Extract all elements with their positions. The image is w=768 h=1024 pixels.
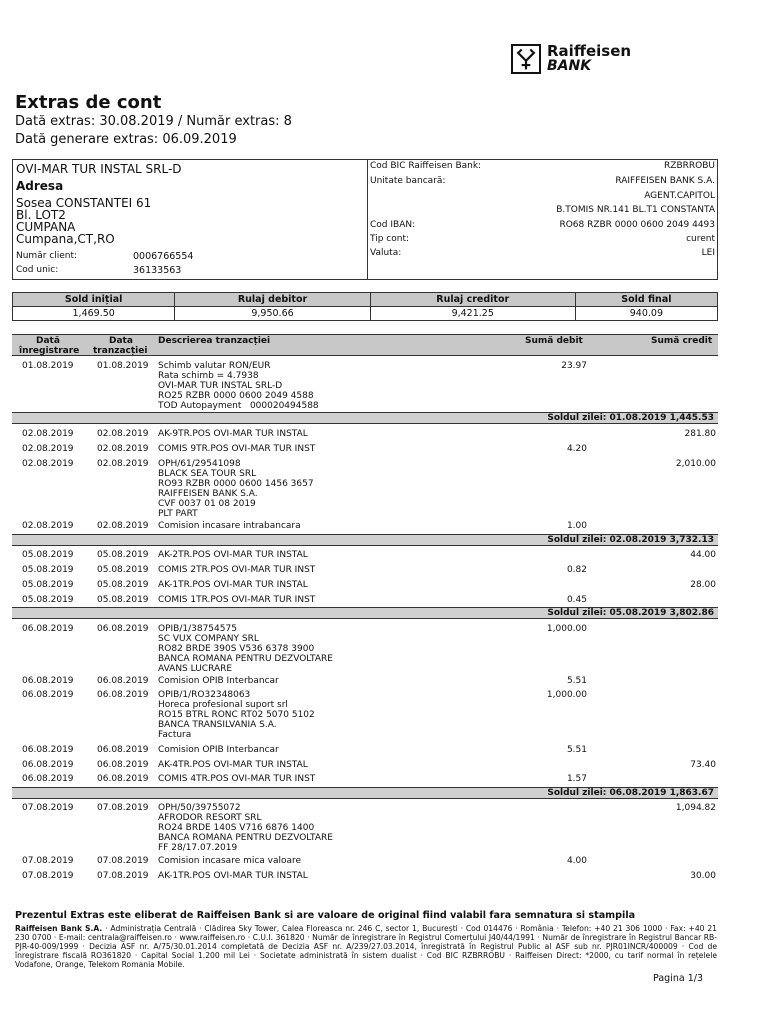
row-debit: 1,000.00 [546, 690, 587, 700]
account-type-value: curent [686, 234, 715, 244]
row-debit: 4.00 [566, 856, 587, 866]
col-date-reg: înregistrare [19, 346, 80, 356]
unit-value: RAIFFEISEN BANK S.A. [615, 176, 715, 186]
row-date-reg: 06.08.2019 [22, 760, 74, 770]
account-type-label: Tip cont: [370, 234, 410, 244]
row-date-reg: 07.08.2019 [22, 871, 74, 881]
row-date-tx: 02.08.2019 [97, 459, 149, 469]
row-date-reg: 01.08.2019 [22, 361, 74, 371]
col-description: Descrierea tranzacției [158, 336, 271, 346]
row-date-reg: 05.08.2019 [22, 565, 74, 575]
bic-label: Cod BIC Raiffeisen Bank: [370, 161, 482, 171]
row-debit: 1.57 [566, 774, 587, 784]
col-credit: Sumă credit [651, 336, 713, 346]
row-date-reg: 06.08.2019 [22, 624, 74, 634]
row-description: OPIB/1/RO32348063 Horeca profesional suport srl RO15 BTRL RONC RT02 5070 5102 BANCA TRANSILVANIA S.A. Factura [158, 690, 315, 740]
summary-header: Rulaj creditor [370, 293, 575, 307]
row-date-reg: 07.08.2019 [22, 856, 74, 866]
row-debit: 23.97 [561, 361, 587, 371]
brand-sub: BANK [547, 58, 592, 74]
row-credit: 28.00 [690, 580, 716, 590]
summary-header: Sold inițial [13, 293, 175, 307]
unit-value: AGENT.CAPITOL [644, 191, 715, 201]
transactions-header [12, 334, 718, 356]
row-date-reg: 06.08.2019 [22, 745, 74, 755]
raiffeisen-logo [511, 44, 636, 78]
row-credit: 30.00 [690, 871, 716, 881]
row-description: AK-1TR.POS OVI-MAR TUR INSTAL [158, 580, 308, 590]
row-date-reg: 05.08.2019 [22, 595, 74, 605]
row-description: Comision incasare intrabancara [158, 521, 301, 531]
row-date-tx: 06.08.2019 [97, 676, 149, 686]
footer-company: Raiffeisen Bank S.A. [15, 924, 103, 933]
row-date-tx: 06.08.2019 [97, 760, 149, 770]
row-date-tx: 06.08.2019 [97, 745, 149, 755]
row-date-reg: 05.08.2019 [22, 580, 74, 590]
row-date-reg: 02.08.2019 [22, 444, 74, 454]
address-line: CUMPANA [16, 220, 76, 234]
row-description: Comision OPIB Interbancar [158, 745, 279, 755]
balance-summary-table [12, 292, 718, 321]
page-title: Extras de cont [15, 92, 162, 113]
daily-balance: Soldul zilei: 06.08.2019 1,863.67 [12, 787, 718, 799]
row-debit: 1,000.00 [546, 624, 587, 634]
row-date-tx: 02.08.2019 [97, 429, 149, 439]
daily-balance: Soldul zilei: 05.08.2019 3,802.86 [12, 607, 718, 619]
row-date-reg: 06.08.2019 [22, 676, 74, 686]
row-description: COMIS 1TR.POS OVI-MAR TUR INST [158, 595, 316, 605]
summary-header: Rulaj debitor [175, 293, 370, 307]
row-description: COMIS 4TR.POS OVI-MAR TUR INST [158, 774, 316, 784]
row-credit: 1,094.82 [675, 803, 716, 813]
row-date-tx: 06.08.2019 [97, 690, 149, 700]
row-description: AK-2TR.POS OVI-MAR TUR INSTAL [158, 550, 308, 560]
row-description: Comision incasare mica valoare [158, 856, 302, 866]
row-debit: 5.51 [566, 745, 587, 755]
address-label: Adresa [16, 179, 64, 193]
row-description: OPH/61/29541098 BLACK SEA TOUR SRL RO93 RZBR 0000 0600 1456 3657 RAIFFEISEN BANK S.A. CVF 0037 01 08 2019 PLT PART [158, 459, 314, 519]
iban-value: RO68 RZBR 0000 0600 2049 4493 [559, 220, 715, 230]
currency-label: Valuta: [370, 248, 402, 258]
currency-value: LEI [701, 248, 715, 258]
row-credit: 44.00 [690, 550, 716, 560]
client-no-label: Număr client: [16, 251, 78, 261]
address-line: Bl. LOT2 [16, 208, 66, 222]
row-date-tx: 05.08.2019 [97, 580, 149, 590]
row-credit: 281.80 [684, 429, 716, 439]
row-date-tx: 07.08.2019 [97, 803, 149, 813]
account-info-box [12, 159, 718, 280]
summary-header: Sold final [575, 293, 717, 307]
row-date-tx: 06.08.2019 [97, 774, 149, 784]
row-description: Schimb valutar RON/EUR Rata schimb = 4.7938 OVI-MAR TUR INSTAL SRL-D RO25 RZBR 0000 0600 2049 4588 TOD Autopayment 000020494588 [158, 361, 319, 411]
row-debit: 1.00 [566, 521, 587, 531]
footer-details: · Administrația Centrală · Clădirea Sky Tower, Calea Floreasca nr. 246 C, sector 1, București · Cod 014476 · România · Telefon: +40 21 306 1000 · Fax: +40 21 230 0700 · E-mail: centrala@raiffeisen.ro · www.raiffeisen.ro · C.U.I. 361820 · Număr de înregistrare în Registrul Comerțului J40/44/1991 · Număr de înregistrare în Registrul Bancar RB-PJR-40-009/1999 · Decizia ASF nr. A/75/30.01.2014 completată de Decizia ASF nr. A/239/27.03.2014, înregistrată în Registrul Public al ASF sub nr. PJR01INCR/400009 · Cod de înregistrare fiscală RO361820 · Capital Social 1.200 mil Lei · Societate administrată în sistem dualist · Cod BIC RZBRROBU · Raiffeisen Direct: *2000, cu tarif normal în rețelele Vodafone, Orange, Telekom Romania Mobile. [15, 924, 717, 969]
footer-statement: Prezentul Extras este eliberat de Raiffeisen Bank si are valoare de original fiind valabil fara semnatura si stampila [15, 910, 636, 921]
row-date-tx: 02.08.2019 [97, 521, 149, 531]
summary-value: 940.09 [575, 307, 717, 321]
row-date-reg: 02.08.2019 [22, 429, 74, 439]
raiffeisen-logo-icon [511, 44, 541, 74]
row-description: COMIS 2TR.POS OVI-MAR TUR INST [158, 565, 316, 575]
row-date-tx: 07.08.2019 [97, 871, 149, 881]
row-date-tx: 07.08.2019 [97, 856, 149, 866]
row-date-tx: 06.08.2019 [97, 624, 149, 634]
row-date-reg: 07.08.2019 [22, 803, 74, 813]
brand-name: Raiffeisen [547, 42, 632, 60]
col-date-tx: Data [109, 336, 133, 346]
row-debit: 5.51 [566, 676, 587, 686]
row-description: AK-9TR.POS OVI-MAR TUR INSTAL [158, 429, 308, 439]
row-debit: 0.82 [566, 565, 587, 575]
col-debit: Sumă debit [525, 336, 583, 346]
statement-date: Dată extras: 30.08.2019 / Număr extras: 8 [15, 114, 292, 129]
row-description: AK-4TR.POS OVI-MAR TUR INSTAL [158, 760, 308, 770]
page-number: Pagina 1/3 [653, 973, 703, 984]
summary-value: 9,950.66 [175, 307, 370, 321]
row-date-tx: 05.08.2019 [97, 550, 149, 560]
iban-label: Cod IBAN: [370, 220, 416, 230]
client-name: OVI-MAR TUR INSTAL SRL-D [16, 162, 182, 176]
unique-code-label: Cod unic: [16, 265, 59, 275]
footer-legal [15, 924, 717, 969]
row-debit: 4.20 [566, 444, 587, 454]
client-no: 0006766554 [133, 251, 194, 262]
col-date-tx: tranzacției [93, 346, 148, 356]
daily-balance: Soldul zilei: 01.08.2019 1,445.53 [12, 412, 718, 424]
row-description: OPH/50/39755072 AFRODOR RESORT SRL RO24 BRDE 140S V716 6876 1400 BANCA ROMANA PENTRU DEZVOLTARE FF 28/17.07.2019 [158, 803, 333, 853]
address-line: Cumpana,CT,RO [16, 232, 115, 246]
row-description: AK-1TR.POS OVI-MAR TUR INSTAL [158, 871, 308, 881]
summary-value: 1,469.50 [13, 307, 175, 321]
row-description: Comision OPIB Interbancar [158, 676, 279, 686]
unit-value: B.TOMIS NR.141 BL.T1 CONSTANTA [556, 205, 715, 215]
row-date-reg: 02.08.2019 [22, 521, 74, 531]
address-line: Sosea CONSTANTEI 61 [16, 196, 152, 210]
row-credit: 73.40 [690, 760, 716, 770]
row-date-tx: 05.08.2019 [97, 595, 149, 605]
summary-value: 9,421.25 [370, 307, 575, 321]
unique-code: 36133563 [133, 265, 182, 276]
row-credit: 2,010.00 [675, 459, 716, 469]
daily-balance: Soldul zilei: 02.08.2019 3,732.13 [12, 534, 718, 546]
row-date-reg: 06.08.2019 [22, 690, 74, 700]
row-description: OPIB/1/38754575 SC VUX COMPANY SRL RO82 BRDE 390S V536 6378 3900 BANCA ROMANA PENTRU DEZVOLTARE AVANS LUCRARE [158, 624, 333, 674]
row-debit: 0.45 [566, 595, 587, 605]
row-date-reg: 06.08.2019 [22, 774, 74, 784]
row-description: COMIS 9TR.POS OVI-MAR TUR INST [158, 444, 316, 454]
unit-label: Unitate bancară: [370, 176, 446, 186]
bic-value: RZBRROBU [664, 161, 715, 171]
row-date-reg: 05.08.2019 [22, 550, 74, 560]
row-date-tx: 05.08.2019 [97, 565, 149, 575]
col-date-reg: Dată [36, 336, 60, 346]
generation-date: Dată generare extras: 06.09.2019 [15, 132, 237, 147]
row-date-reg: 02.08.2019 [22, 459, 74, 469]
row-date-tx: 01.08.2019 [97, 361, 149, 371]
row-date-tx: 02.08.2019 [97, 444, 149, 454]
